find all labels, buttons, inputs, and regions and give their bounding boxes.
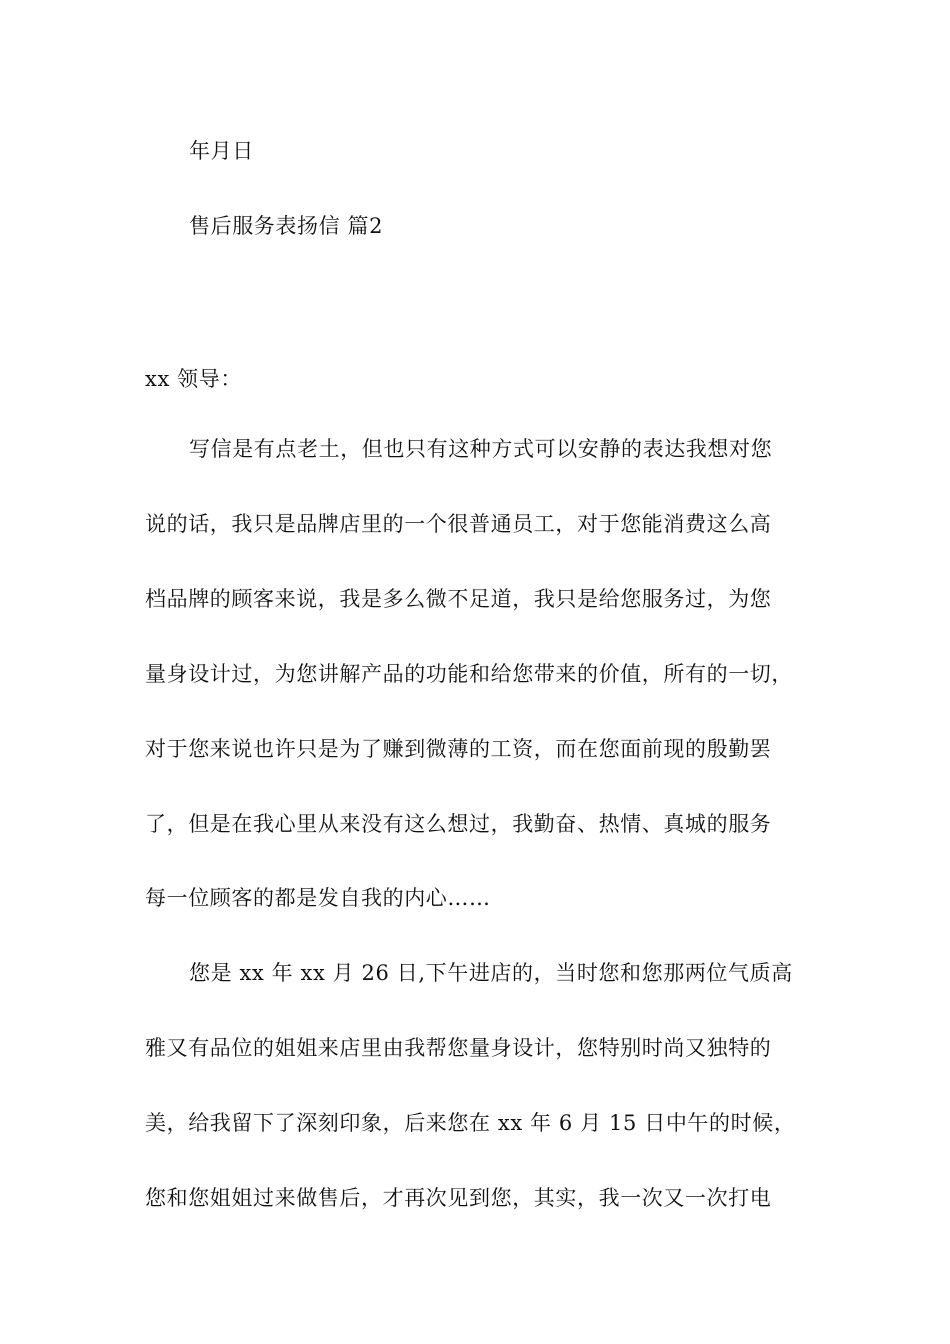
- body-line: 对于您来说也许只是为了赚到微薄的工资，而在您面前现的殷勤罢: [145, 737, 772, 761]
- body-line: 说的话，我只是品牌店里的一个很普通员工，对于您能消费这么高: [145, 512, 772, 536]
- salutation: xx 领导：: [145, 367, 242, 391]
- body-line: 写信是有点老土，但也只有这种方式可以安静的表达我想对您: [189, 437, 773, 461]
- body-line: 雅又有品位的姐姐来店里由我帮您量身设计，您特别时尚又独特的: [145, 1036, 772, 1060]
- body-line: 了，但是在我心里从来没有这么想过，我勤奋、热情、真城的服务: [145, 812, 772, 836]
- letter-heading: 售后服务表扬信 篇2: [189, 214, 384, 238]
- body-line: 您和您姐姐过来做售后，才再次见到您，其实，我一次又一次打电: [145, 1186, 772, 1210]
- body-line: 档品牌的顾客来说，我是多么微不足道，我只是给您服务过，为您: [145, 587, 772, 611]
- body-line: 您是 xx 年 xx 月 26 日,下午进店的，当时您和您那两位气质高: [189, 961, 793, 985]
- body-line: 美，给我留下了深刻印象，后来您在 xx 年 6 月 15 日中午的时候，: [145, 1111, 796, 1135]
- date-line: 年月日: [189, 139, 254, 163]
- body-line: 每一位顾客的都是发自我的内心……: [145, 886, 491, 910]
- body-line: 量身设计过，为您讲解产品的功能和给您带来的价值，所有的一切，: [145, 662, 793, 686]
